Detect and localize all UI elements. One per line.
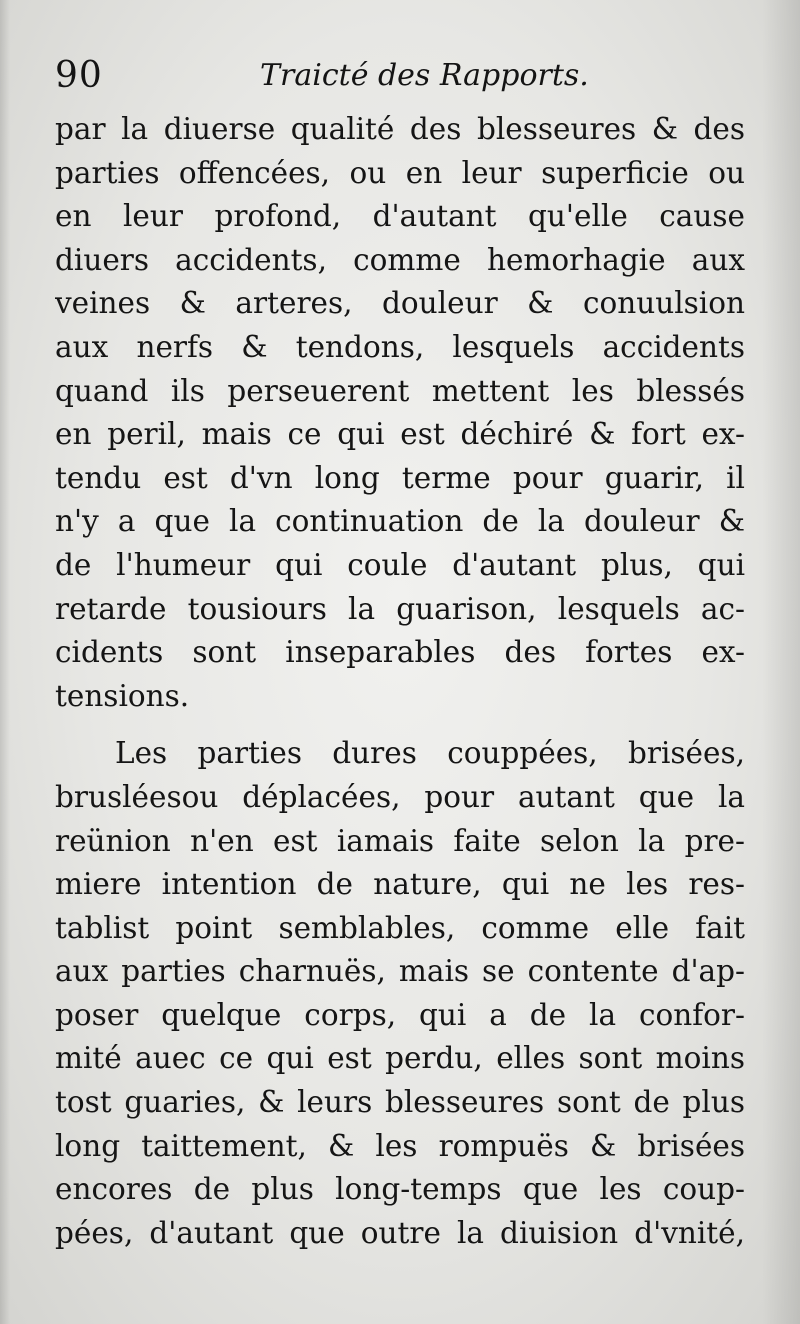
text-line: reünion n'en est iamais faite selon la pre- bbox=[55, 823, 745, 858]
text-line: cidents sont inseparables des fortes ex- bbox=[55, 635, 745, 670]
text-line: retarde tousiours la guarison, lesquels ac- bbox=[55, 591, 745, 626]
text-line: miere intention de nature, qui ne les res- bbox=[55, 867, 745, 902]
page-number: 90 bbox=[55, 55, 103, 96]
running-title: Traicté des Rapports. bbox=[260, 58, 589, 93]
text-line: en leur profond, d'autant qu'elle cause bbox=[55, 199, 745, 234]
page-left-edge-shadow bbox=[0, 0, 10, 1324]
paragraph-gap bbox=[55, 718, 745, 732]
body-text bbox=[55, 108, 745, 1255]
text-line: Les parties dures couppées, brisées, bbox=[115, 736, 745, 771]
text-line: quand ils perseuerent mettent les blessés bbox=[55, 373, 745, 408]
text-line: aux parties charnuës, mais se contente d'ap- bbox=[55, 954, 745, 989]
text-line: mité auec ce qui est perdu, elles sont moins bbox=[55, 1041, 745, 1076]
text-line: long taittement, & les rompuës & brisées bbox=[55, 1128, 745, 1163]
page-header bbox=[55, 52, 755, 100]
text-line: tablist point semblables, comme elle fait bbox=[55, 910, 745, 945]
text-line: tost guaries, & leurs blesseures sont de plus bbox=[55, 1085, 745, 1120]
text-line: diuers accidents, comme hemorhagie aux bbox=[55, 242, 745, 277]
paragraph-2 bbox=[55, 732, 745, 1255]
text-line: poser quelque corps, qui a de la confor- bbox=[55, 997, 745, 1032]
text-line: en peril, mais ce qui est déchiré & fort ex- bbox=[55, 417, 745, 452]
text-line: de l'humeur qui coule d'autant plus, qui bbox=[55, 547, 745, 582]
text-line: n'y a que la continuation de la douleur & bbox=[55, 504, 745, 539]
text-line: tensions. bbox=[55, 678, 190, 713]
text-line: pées, d'autant que outre la diuision d'vnité, bbox=[55, 1215, 745, 1250]
paragraph-1 bbox=[55, 108, 745, 718]
page-right-edge-shadow bbox=[762, 0, 800, 1324]
text-line: par la diuerse qualité des blesseures & des bbox=[55, 112, 745, 146]
text-line: parties offencées, ou en leur superficie ou bbox=[55, 155, 745, 190]
text-line: aux nerfs & tendons, lesquels accidents bbox=[55, 329, 745, 364]
text-line: veines & arteres, douleur & conuulsion bbox=[55, 286, 745, 321]
text-line: encores de plus long-temps que les coup- bbox=[55, 1172, 745, 1207]
text-line: tendu est d'vn long terme pour guarir, il bbox=[55, 460, 745, 495]
text-line: brusléesou déplacées, pour autant que la bbox=[55, 779, 745, 814]
